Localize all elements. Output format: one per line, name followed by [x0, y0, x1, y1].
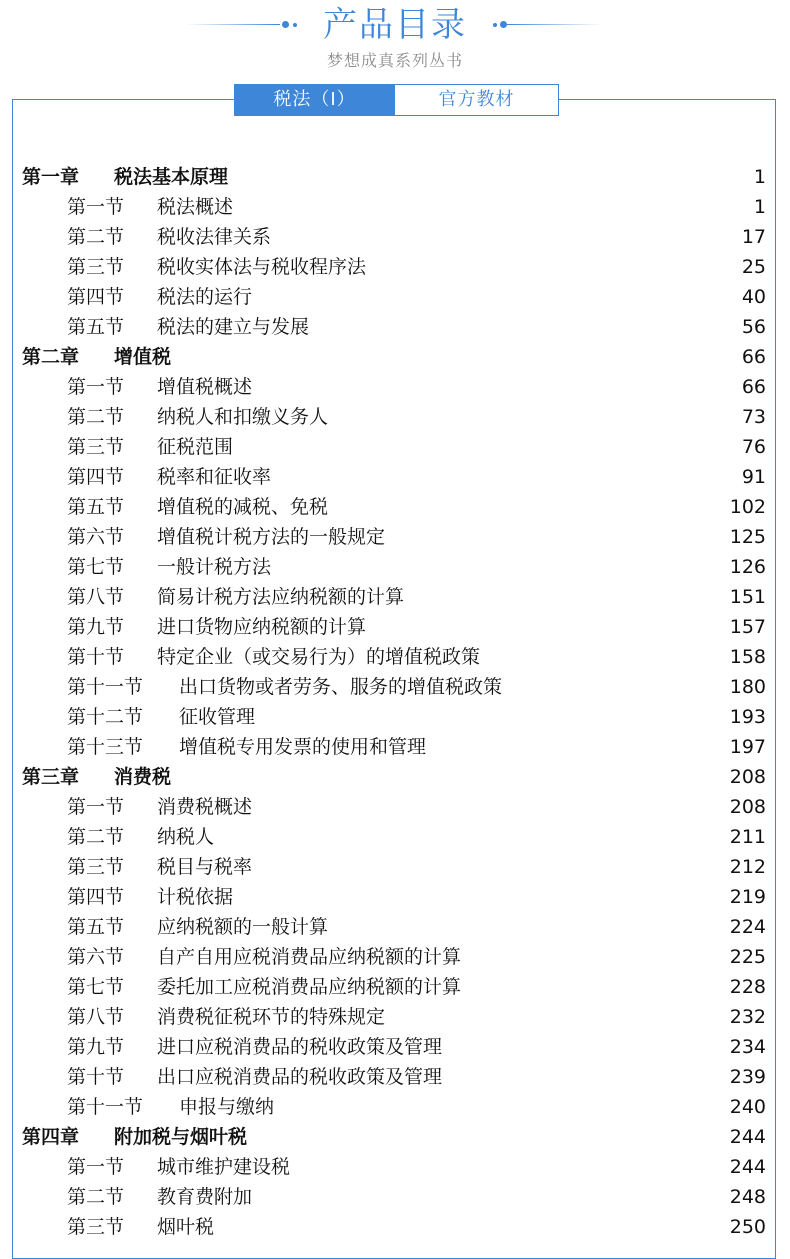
toc-page-number: 126 — [729, 556, 766, 578]
toc-dot-leader — [237, 432, 738, 462]
toc-dot-leader — [218, 1212, 726, 1242]
toc-page-number: 151 — [729, 586, 766, 608]
toc-section-row[interactable] — [22, 252, 766, 282]
page-title: 产品目录 — [323, 5, 467, 45]
toc-dot-leader — [259, 702, 726, 732]
toc-entry-number: 第四节 — [67, 886, 125, 908]
toc-entry-number: 第八节 — [67, 1006, 125, 1028]
toc-dot-leader — [256, 372, 738, 402]
toc-page-number: 232 — [729, 1006, 766, 1028]
toc-section-row[interactable] — [22, 642, 766, 672]
toc-page-number: 193 — [729, 706, 766, 728]
toc-chapter-row[interactable] — [22, 342, 766, 372]
toc-entry-title: 计税依据 — [157, 886, 234, 908]
toc-dot-leader — [275, 552, 726, 582]
toc-entry-number: 第一节 — [67, 196, 125, 218]
toc-page-number: 239 — [729, 1066, 766, 1088]
toc-page-number: 208 — [729, 796, 766, 818]
toc-page-number: 180 — [729, 676, 766, 698]
toc-entry-title: 增值税的减税、免税 — [157, 496, 329, 518]
toc-dot-leader — [256, 852, 726, 882]
toc-entry-title: 消费税概述 — [157, 796, 253, 818]
toc-entry-number: 第二节 — [67, 826, 125, 848]
toc-page-number: 240 — [729, 1096, 766, 1118]
toc-dot-leader — [332, 492, 726, 522]
toc-entry-number: 第十一节 — [67, 1096, 144, 1118]
toc-section-row[interactable] — [22, 432, 766, 462]
toc-entry-title: 纳税人和扣缴义务人 — [157, 406, 329, 428]
toc-dot-leader — [389, 522, 726, 552]
toc-section-row[interactable] — [22, 702, 766, 732]
toc-page-number: 250 — [729, 1216, 766, 1238]
toc-page-number: 158 — [729, 646, 766, 668]
toc-section-row[interactable] — [22, 312, 766, 342]
toc-section-row[interactable] — [22, 372, 766, 402]
toc-page-number: 56 — [741, 316, 766, 338]
toc-dot-leader — [275, 462, 738, 492]
toc-entry-number: 第四节 — [67, 466, 125, 488]
toc-dot-leader — [232, 162, 750, 192]
toc-dot-leader — [446, 1032, 726, 1062]
toc-page-number: 66 — [741, 346, 766, 368]
toc-entry-title: 税率和征收率 — [157, 466, 272, 488]
toc-section-row[interactable] — [22, 1182, 766, 1212]
toc-section-row[interactable] — [22, 492, 766, 522]
toc-entry-number: 第一章 — [22, 166, 80, 188]
toc-page-number: 244 — [729, 1156, 766, 1178]
toc-page-number: 157 — [729, 616, 766, 638]
toc-entry-title: 应纳税额的一般计算 — [157, 916, 329, 938]
toc-page-number: 225 — [729, 946, 766, 968]
toc-entry-title: 增值税 — [114, 346, 172, 368]
tab-bar — [234, 84, 559, 116]
toc-entry-title: 税收实体法与税收程序法 — [157, 256, 367, 278]
toc-section-row[interactable] — [22, 1032, 766, 1062]
header — [0, 0, 790, 80]
toc-entry-number: 第十一节 — [67, 676, 144, 698]
toc-entry-number: 第七节 — [67, 556, 125, 578]
toc-dot-leader — [332, 402, 738, 432]
toc-entry-number: 第六节 — [67, 946, 125, 968]
toc-entry-title: 增值税计税方法的一般规定 — [157, 526, 386, 548]
toc-page-number: 228 — [729, 976, 766, 998]
toc-entry-title: 一般计税方法 — [157, 556, 272, 578]
toc-entry-number: 第十节 — [67, 646, 125, 668]
toc-section-row[interactable] — [22, 972, 766, 1002]
toc-entry-title: 税法基本原理 — [114, 166, 229, 188]
toc-section-row[interactable] — [22, 222, 766, 252]
toc-entry-title: 增值税概述 — [157, 376, 253, 398]
toc-entry-number: 第五节 — [67, 496, 125, 518]
toc-page-number: 66 — [741, 376, 766, 398]
toc-dot-leader — [237, 192, 750, 222]
toc-page-number: 212 — [729, 856, 766, 878]
toc-section-row[interactable] — [22, 552, 766, 582]
toc-entry-number: 第二节 — [67, 226, 125, 248]
toc-page-number: 219 — [729, 886, 766, 908]
toc-page-number: 102 — [729, 496, 766, 518]
toc-page-number: 211 — [729, 826, 766, 848]
toc-entry-title: 附加税与烟叶税 — [114, 1126, 248, 1148]
toc-dot-leader — [256, 282, 738, 312]
toc-chapter-row[interactable] — [22, 162, 766, 192]
page-subtitle: 梦想成真系列丛书 — [326, 51, 463, 70]
toc-entry-number: 第五节 — [67, 916, 125, 938]
toc-section-row[interactable] — [22, 192, 766, 222]
toc-entry-title: 税收法律关系 — [157, 226, 272, 248]
toc-dot-leader — [465, 942, 726, 972]
toc-dot-leader — [446, 1062, 726, 1092]
toc-entry-number: 第五节 — [67, 316, 125, 338]
toc-entry-title: 税法的运行 — [157, 286, 253, 308]
toc-entry-number: 第六节 — [67, 526, 125, 548]
toc-page-number: 197 — [729, 736, 766, 758]
toc-section-row[interactable] — [22, 402, 766, 432]
toc-entry-title: 进口应税消费品的税收政策及管理 — [157, 1036, 443, 1058]
toc-entry-number: 第三节 — [67, 256, 125, 278]
toc-entry-title: 消费税征税环节的特殊规定 — [157, 1006, 386, 1028]
tab-tax-law[interactable]: 税法（Ⅰ） — [234, 84, 395, 116]
toc-dot-leader — [430, 732, 726, 762]
toc-entry-number: 第一节 — [67, 376, 125, 398]
toc-entry-title: 出口应税消费品的税收政策及管理 — [157, 1066, 443, 1088]
toc-page-number: 208 — [729, 766, 766, 788]
toc-dot-leader — [506, 672, 726, 702]
toc-section-row[interactable] — [22, 612, 766, 642]
toc-entry-title: 简易计税方法应纳税额的计算 — [157, 586, 405, 608]
toc-chapter-row[interactable] — [22, 762, 766, 792]
toc-page-number: 234 — [729, 1036, 766, 1058]
toc-dot-leader — [256, 792, 726, 822]
toc-page-number: 248 — [729, 1186, 766, 1208]
toc-dot-leader — [256, 1182, 726, 1212]
toc-entry-title: 增值税专用发票的使用和管理 — [179, 736, 427, 758]
toc-entry-title: 特定企业（或交易行为）的增值税政策 — [157, 646, 481, 668]
toc-page-number: 91 — [741, 466, 766, 488]
toc-entry-number: 第十节 — [67, 1066, 125, 1088]
toc-entry-number: 第十二节 — [67, 706, 144, 728]
toc-entry-number: 第二节 — [67, 1186, 125, 1208]
toc-entry-title: 进口货物应纳税额的计算 — [157, 616, 367, 638]
toc-entry-number: 第三节 — [67, 436, 125, 458]
toc-entry-number: 第十三节 — [67, 736, 144, 758]
toc-entry-number: 第八节 — [67, 586, 125, 608]
toc-section-row[interactable] — [22, 1212, 766, 1242]
toc-entry-title: 税法概述 — [157, 196, 234, 218]
toc-page-number: 125 — [729, 526, 766, 548]
toc-entry-title: 征收管理 — [179, 706, 256, 728]
toc-dot-leader — [294, 1152, 726, 1182]
toc-dot-leader — [313, 312, 738, 342]
table-of-contents — [22, 162, 766, 1242]
toc-entry-number: 第三节 — [67, 1216, 125, 1238]
toc-dot-leader — [278, 1092, 726, 1122]
toc-section-row[interactable] — [22, 1092, 766, 1122]
toc-page-number: 1 — [753, 196, 766, 218]
toc-entry-number: 第七节 — [67, 976, 125, 998]
toc-entry-number: 第四节 — [67, 286, 125, 308]
toc-dot-leader — [218, 822, 726, 852]
toc-page-number: 76 — [741, 436, 766, 458]
toc-dot-leader — [408, 582, 726, 612]
toc-section-row[interactable] — [22, 942, 766, 972]
toc-entry-title: 城市维护建设税 — [157, 1156, 291, 1178]
toc-entry-title: 税法的建立与发展 — [157, 316, 310, 338]
toc-page-number: 40 — [741, 286, 766, 308]
toc-section-row[interactable] — [22, 462, 766, 492]
toc-dot-leader — [465, 972, 726, 1002]
toc-dot-leader — [237, 882, 726, 912]
toc-dot-leader — [370, 252, 738, 282]
toc-entry-title: 消费税 — [114, 766, 172, 788]
toc-section-row[interactable] — [22, 1002, 766, 1032]
toc-dot-leader — [251, 1122, 726, 1152]
toc-dot-leader — [370, 612, 726, 642]
toc-entry-number: 第一节 — [67, 1156, 125, 1178]
toc-entry-title: 委托加工应税消费品应纳税额的计算 — [157, 976, 462, 998]
toc-entry-number: 第一节 — [67, 796, 125, 818]
toc-dot-leader — [175, 762, 726, 792]
toc-entry-number: 第二章 — [22, 346, 80, 368]
toc-entry-title: 烟叶税 — [157, 1216, 215, 1238]
toc-page-number: 25 — [741, 256, 766, 278]
toc-chapter-row[interactable] — [22, 1122, 766, 1152]
toc-dot-leader — [332, 912, 726, 942]
toc-entry-title: 出口货物或者劳务、服务的增值税政策 — [179, 676, 503, 698]
toc-section-row[interactable] — [22, 882, 766, 912]
toc-section-row[interactable] — [22, 522, 766, 552]
toc-dot-leader — [275, 222, 738, 252]
toc-page-number: 17 — [741, 226, 766, 248]
toc-entry-title: 征税范围 — [157, 436, 234, 458]
toc-entry-title: 自产自用应税消费品应纳税额的计算 — [157, 946, 462, 968]
toc-section-row[interactable] — [22, 582, 766, 612]
toc-entry-number: 第四章 — [22, 1126, 80, 1148]
tab-official-textbook[interactable]: 官方教材 — [395, 84, 559, 116]
toc-section-row[interactable] — [22, 1152, 766, 1182]
toc-page-number: 244 — [729, 1126, 766, 1148]
toc-page-number: 73 — [741, 406, 766, 428]
toc-entry-title: 教育费附加 — [157, 1186, 253, 1208]
toc-section-row[interactable] — [22, 1062, 766, 1092]
toc-entry-number: 第三节 — [67, 856, 125, 878]
toc-entry-number: 第二节 — [67, 406, 125, 428]
toc-entry-number: 第九节 — [67, 1036, 125, 1058]
toc-section-row[interactable] — [22, 732, 766, 762]
toc-section-row[interactable] — [22, 672, 766, 702]
toc-dot-leader — [389, 1002, 726, 1032]
toc-page-number: 1 — [753, 166, 766, 188]
toc-section-row[interactable] — [22, 822, 766, 852]
toc-section-row[interactable] — [22, 792, 766, 822]
toc-entry-number: 第三章 — [22, 766, 80, 788]
toc-entry-title: 纳税人 — [157, 826, 215, 848]
toc-dot-leader — [175, 342, 738, 372]
toc-entry-title: 税目与税率 — [157, 856, 253, 878]
toc-page-number: 224 — [729, 916, 766, 938]
toc-entry-title: 申报与缴纳 — [179, 1096, 275, 1118]
toc-section-row[interactable] — [22, 282, 766, 312]
toc-entry-number: 第九节 — [67, 616, 125, 638]
toc-section-row[interactable] — [22, 852, 766, 882]
toc-dot-leader — [484, 642, 726, 672]
toc-section-row[interactable] — [22, 912, 766, 942]
